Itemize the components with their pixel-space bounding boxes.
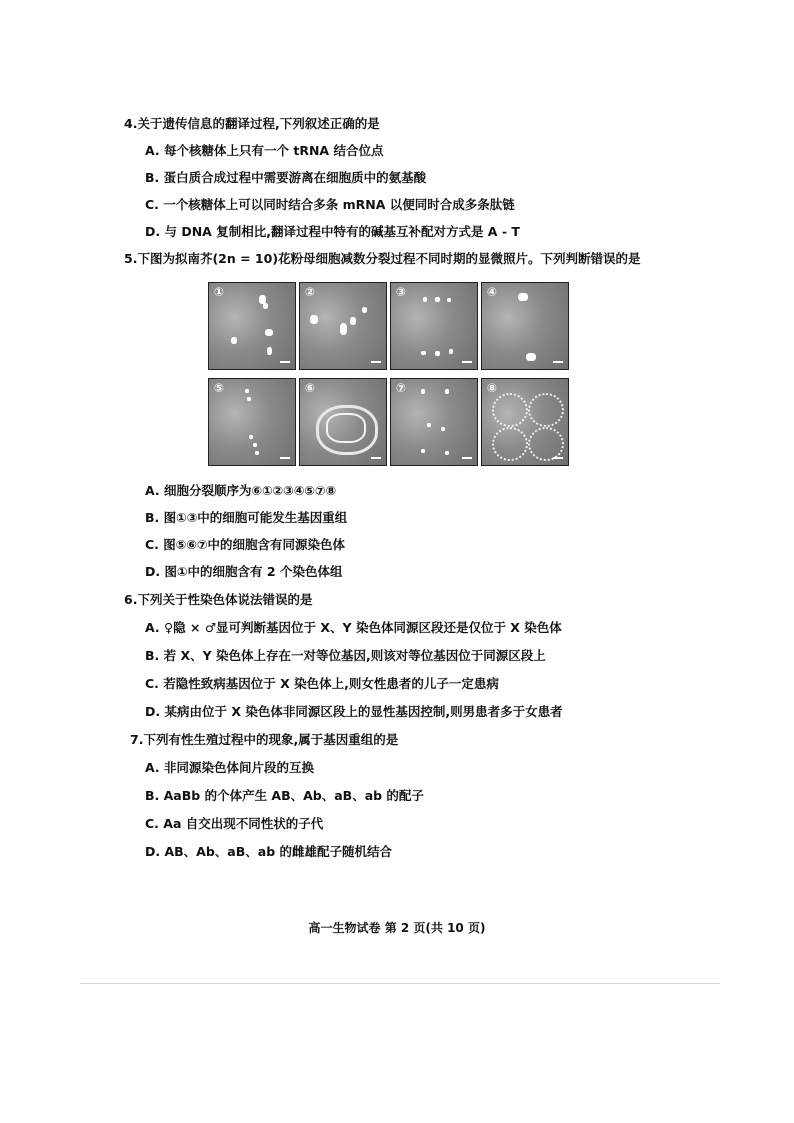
question-5-option-d: D. 图①中的细胞含有 2 个染色体组 [145,564,343,579]
question-6-option-b: B. 若 X、Y 染色体上存在一对等位基因,则该对等位基因位于同源区段上 [145,648,546,663]
micrograph-panel-1 [208,282,296,370]
question-6-option-d: D. 某病由位于 X 染色体非同源区段上的显性基因控制,则男患者多于女患者 [145,704,563,719]
question-7-option-c: C. Aa 自交出现不同性状的子代 [145,816,324,831]
scan-artifact-line [80,983,720,984]
question-4-option-d: D. 与 DNA 复制相比,翻译过程中特有的碱基互补配对方式是 A - T [145,224,520,239]
question-7-option-d: D. AB、Ab、aB、ab 的雌雄配子随机结合 [145,844,392,859]
micrograph-panel-2 [299,282,387,370]
panel-number: ③ [395,285,407,299]
page-footer: 高一生物试卷 第 2 页(共 10 页) [308,921,486,935]
question-4-stem: 4.关于遗传信息的翻译过程,下列叙述正确的是 [124,116,380,131]
micrograph-panel-5 [208,378,296,466]
question-5-stem: 5.下图为拟南芥(2n = 10)花粉母细胞减数分裂过程不同时期的显微照片。下列判断错误的是 [124,251,641,266]
micrograph-panel-4 [481,282,569,370]
panel-number: ① [213,285,225,299]
micrograph-panel-6 [299,378,387,466]
question-5-option-a: A. 细胞分裂顺序为⑥①②③④⑤⑦⑧ [145,483,337,498]
question-7-stem: 7.下列有性生殖过程中的现象,属于基因重组的是 [130,732,399,747]
question-6-option-a: A. ♀隐 × ♂显可判断基因位于 X、Y 染色体同源区段还是仅位于 X 染色体 [145,620,562,635]
panel-number: ⑧ [486,381,498,395]
question-4-option-c: C. 一个核糖体上可以同时结合多条 mRNA 以便同时合成多条肽链 [145,197,515,212]
micrograph-panel-7 [390,378,478,466]
question-5-option-c: C. 图⑤⑥⑦中的细胞含有同源染色体 [145,537,346,552]
micrograph-panel-3 [390,282,478,370]
question-5-option-b: B. 图①③中的细胞可能发生基因重组 [145,510,348,525]
question-4-option-a: A. 每个核糖体上只有一个 tRNA 结合位点 [145,143,384,158]
panel-number: ⑤ [213,381,225,395]
question-6-option-c: C. 若隐性致病基因位于 X 染色体上,则女性患者的儿子一定患病 [145,676,499,691]
question-7-option-a: A. 非同源染色体间片段的互换 [145,760,315,775]
question-4-option-b: B. 蛋白质合成过程中需要游离在细胞质中的氨基酸 [145,170,427,185]
micrograph-grid [208,282,570,468]
question-7-option-b: B. AaBb 的个体产生 AB、Ab、aB、ab 的配子 [145,788,424,803]
micrograph-panel-8 [481,378,569,466]
question-6-stem: 6.下列关于性染色体说法错误的是 [124,592,313,607]
panel-number: ⑦ [395,381,407,395]
panel-number: ⑥ [304,381,316,395]
panel-number: ② [304,285,316,299]
panel-number: ④ [486,285,498,299]
